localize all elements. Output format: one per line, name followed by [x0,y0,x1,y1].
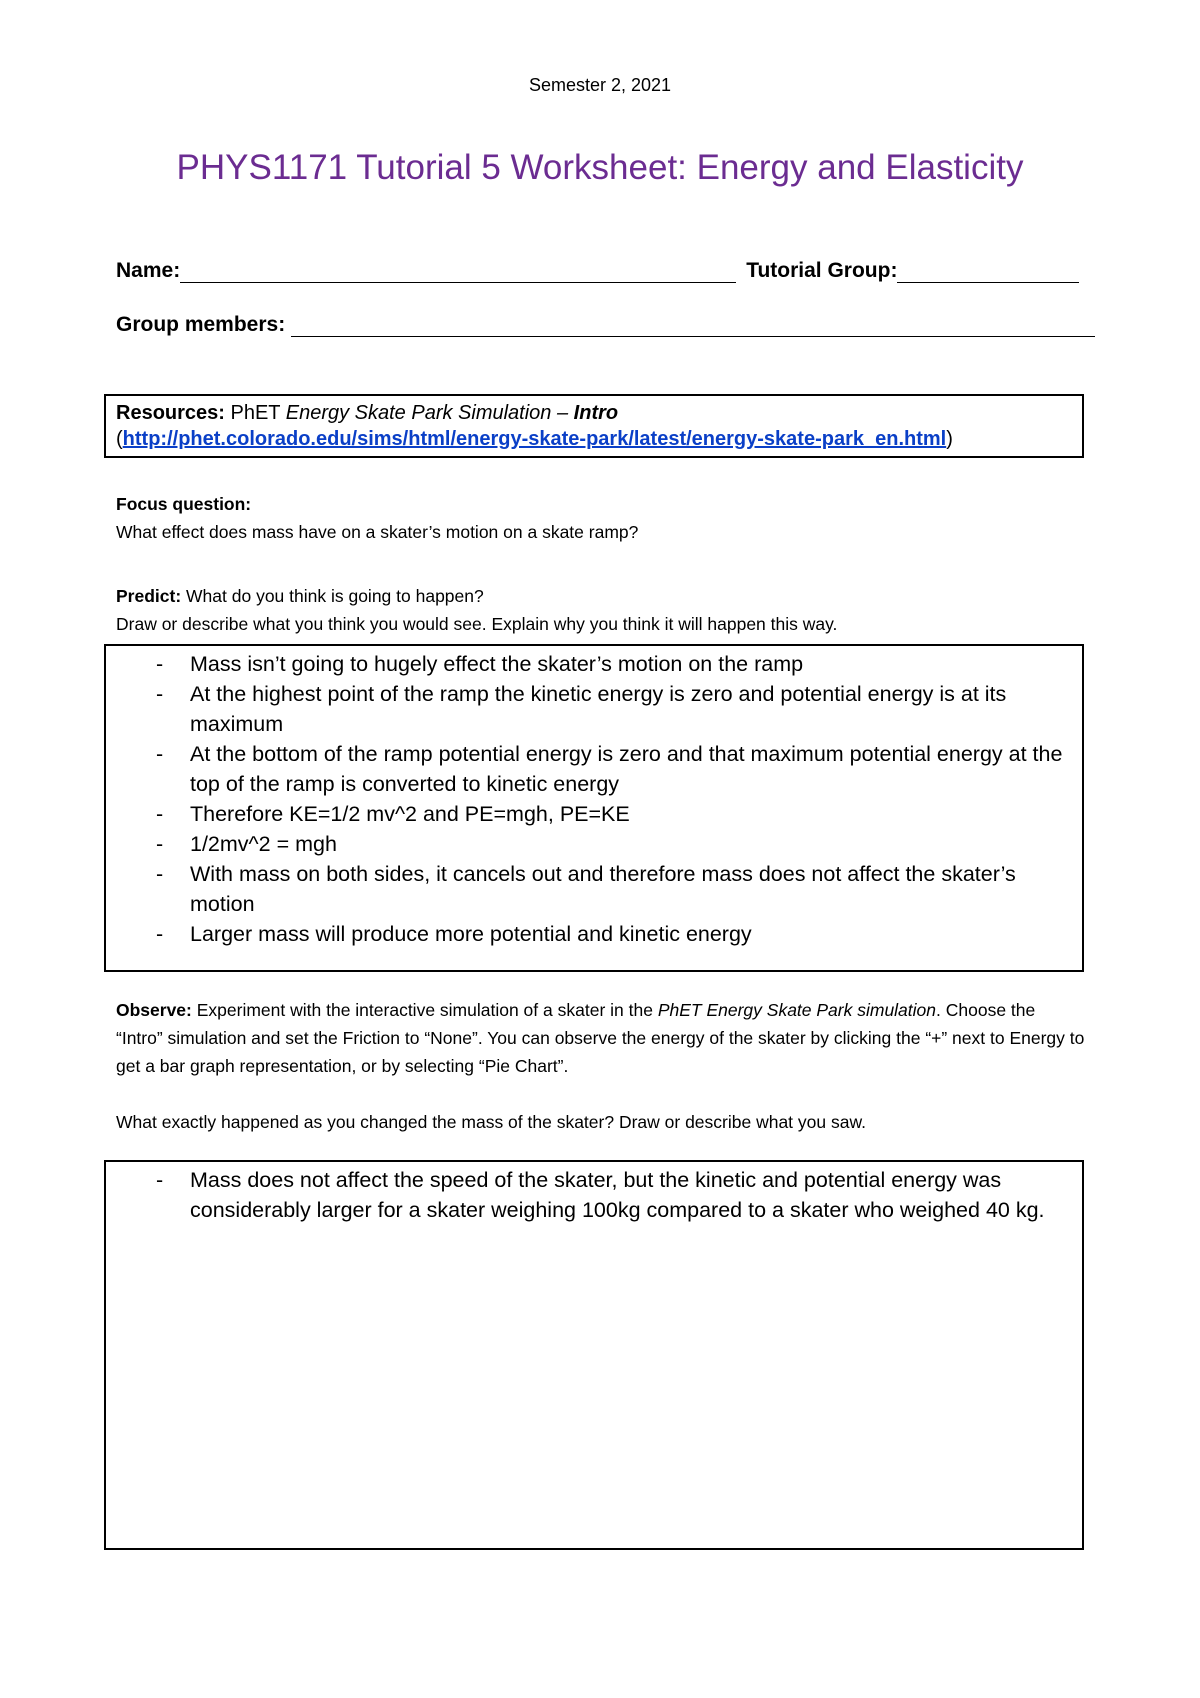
observe-text-1: Experiment with the interactive simulation of a skater in the [196,1000,653,1020]
focus-label: Focus question: [116,494,252,514]
name-field[interactable] [180,262,736,283]
list-item: - With mass on both sides, it cancels out and therefore mass does not affect the skater’s motion [156,862,1016,916]
page-title: PHYS1171 Tutorial 5 Worksheet: Energy and Elasticity [176,148,1024,187]
predict-section [116,582,1096,638]
list-item: - Mass does not affect the speed of the skater, but the kinetic and potential energy was considerably larger for a skater weighing 100kg compared to a skater who weighed 40 kg. [156,1168,1045,1222]
list-item: - Larger mass will produce more potential and kinetic energy [156,922,752,946]
semester-header: Semester 2, 2021 [528,75,672,95]
observe-text-2: . Choose the “Intro” simulation and set the Friction to “None”. You can observe the energy of the skater by clicking the “+” next to Energy to get a bar graph representation, or by selecting “Pie Chart”. [116,1000,1085,1076]
observe-sim-name: PhET Energy Skate Park simulation [657,1000,937,1020]
name-label: Name: [116,259,181,282]
list-item: - At the bottom of the ramp potential energy is zero and that maximum potential energy at the top of the ramp is converted to kinetic energy [156,742,1063,796]
predict-answer-box [104,644,1084,972]
sim-name: Energy Skate Park Simulation – [285,402,569,424]
observe-label: Observe: [116,1000,192,1020]
list-item: - Therefore KE=1/2 mv^2 and PE=mgh, PE=KE [156,802,630,826]
observe-question: What exactly happened as you changed the mass of the skater? Draw or describe what you saw. [116,1112,866,1132]
group-members-row [116,313,1095,337]
open-paren: ( [116,428,123,450]
predict-label: Predict: [116,586,182,606]
observe-answer-list [106,1165,1082,1225]
predict-question: What do you think is going to happen? [186,586,484,606]
list-item: - Mass isn’t going to hugely effect the skater’s motion on the ramp [156,652,804,676]
tutorial-group-label: Tutorial Group: [746,259,898,282]
group-members-label: Group members: [116,313,286,336]
sim-mode: Intro [573,402,619,424]
list-item: - At the highest point of the ramp the kinetic energy is zero and potential energy is at its maximum [156,682,1007,736]
predict-answer-list [106,649,1082,949]
resources-prefix: PhET [230,402,281,424]
observe-answer-box [104,1160,1084,1550]
close-paren: ) [946,428,953,450]
group-members-field[interactable] [291,316,1095,337]
name-row [116,259,1079,283]
resources-box [104,394,1084,458]
resources-label: Resources: [116,402,225,424]
predict-instruction: Draw or describe what you think you would see. Explain why you think it will happen this way. [116,614,838,634]
focus-question: What effect does mass have on a skater’s motion on a skate ramp? [116,522,639,542]
observe-section [116,996,1086,1136]
resource-link[interactable]: http://phet.colorado.edu/sims/html/energy-skate-park/latest/energy-skate-park_en.html [122,428,947,450]
tutorial-group-field[interactable] [897,262,1079,283]
focus-section [116,490,1076,546]
list-item: - 1/2mv^2 = mgh [156,832,337,856]
